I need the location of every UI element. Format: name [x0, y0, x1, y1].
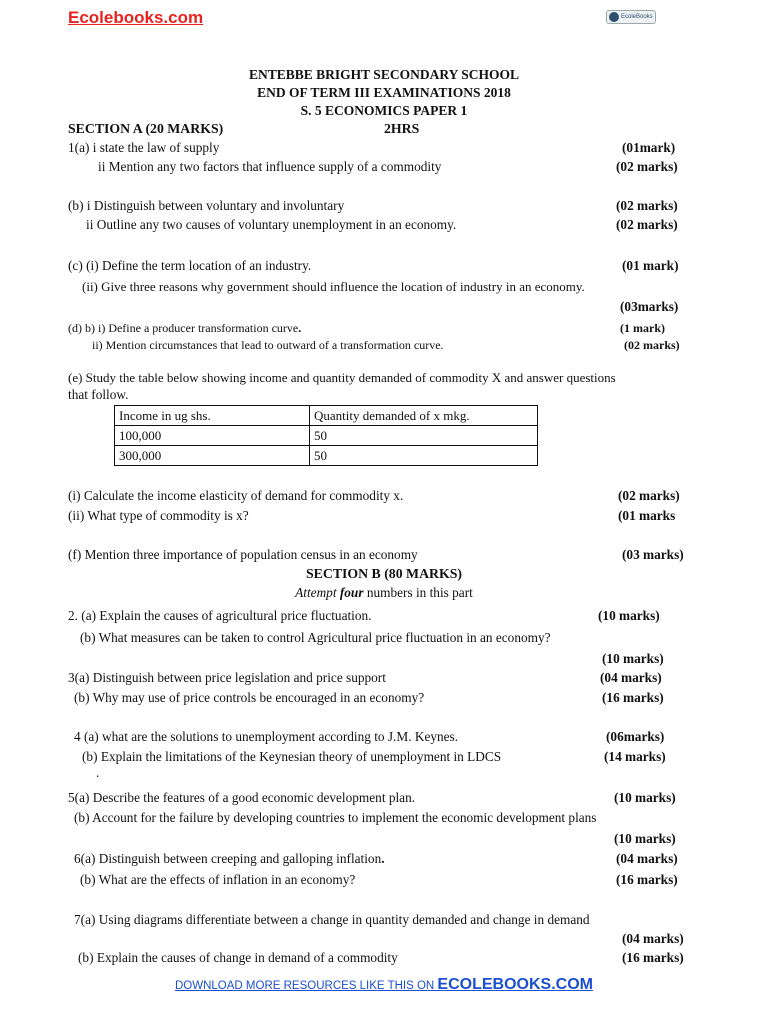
- q7b: (b) Explain the causes of change in demand of a commodity: [78, 950, 398, 965]
- paper-title: S. 5 ECONOMICS PAPER 1: [300, 103, 468, 118]
- school-name: ENTEBBE BRIGHT SECONDARY SCHOOL: [249, 67, 519, 82]
- q1e-i: (i) Calculate the income elasticity of demand for commodity x.: [68, 488, 404, 503]
- table-row: [115, 446, 538, 466]
- q1a-ii-marks: (02 marks): [616, 159, 678, 174]
- section-b-instruction: [0, 584, 768, 602]
- q1f-marks: (03 marks): [622, 547, 684, 562]
- q3b: (b) Why may use of price controls be encouraged in an economy?: [74, 690, 425, 705]
- q1b-i-marks: (02 marks): [616, 198, 678, 213]
- instr-bold: four: [339, 585, 364, 600]
- q1b-i: (b) i Distinguish between voluntary and involuntary: [68, 198, 345, 213]
- q1d-i-marks: (1 mark): [620, 321, 665, 335]
- q6b-marks: (16 marks): [616, 872, 678, 887]
- table-header-row: [115, 406, 538, 426]
- logo-text: EcoleBooks: [621, 14, 653, 20]
- instr-pre: Attempt: [295, 585, 340, 600]
- q6a-text: 6(a) Distinguish between creeping and galloping inflation: [74, 851, 382, 866]
- instr-post: numbers in this part: [363, 585, 473, 600]
- q1d-i: [68, 319, 301, 337]
- ecolebooks-logo: [606, 10, 656, 24]
- q1e-ii-marks: (01 marks: [618, 508, 676, 523]
- table-row: [115, 426, 538, 446]
- q6a-marks: (04 marks): [616, 851, 678, 866]
- q2b-marks: (10 marks): [602, 651, 664, 666]
- q1c-i: (c) (i) Define the term location of an industry.: [68, 258, 312, 273]
- q1c-ii-marks: (03marks): [620, 299, 679, 314]
- exam-title: END OF TERM III EXAMINATIONS 2018: [257, 85, 511, 100]
- q4b: (b) Explain the limitations of the Keynesian theory of unemployment in LDCS: [82, 749, 502, 764]
- q1a-i-marks: (01mark): [622, 140, 676, 155]
- q1e-i-marks: (02 marks): [618, 488, 680, 503]
- site-link[interactable]: Ecolebooks.com: [68, 8, 204, 27]
- logo-icon: [609, 12, 619, 22]
- q1d-i-dot: .: [298, 321, 302, 335]
- q7a: 7(a) Using diagrams differentiate between a change in quantity demanded and change in demand: [74, 912, 590, 927]
- q1b-ii-marks: (02 marks): [616, 217, 678, 232]
- q7b-marks: (16 marks): [622, 950, 684, 965]
- q4a-marks: (06marks): [606, 729, 665, 744]
- footer-site[interactable]: ECOLEBOOKS.COM: [437, 976, 593, 993]
- q2a-marks: (10 marks): [598, 608, 660, 623]
- q1d-i-text: (d) b) i) Define a producer transformation curve: [68, 321, 299, 335]
- q1b-ii: ii Outline any two causes of voluntary unemployment in an economy.: [86, 217, 457, 232]
- download-footer-link[interactable]: [0, 976, 768, 994]
- section-a-title: SECTION A (20 MARKS): [68, 121, 224, 136]
- q6a-dot: .: [381, 851, 385, 866]
- q2b: (b) What measures can be taken to control Agricultural price fluctuation in an economy?: [80, 630, 551, 645]
- q1e-line2: that follow.: [68, 387, 129, 402]
- q1e-ii: (ii) What type of commodity is x?: [68, 508, 249, 523]
- q1d-ii-marks: (02 marks): [624, 338, 680, 352]
- table-header-quantity: Quantity demanded of x mkg.: [310, 406, 538, 426]
- q4-dot: .: [96, 765, 100, 780]
- footer-text[interactable]: DOWNLOAD MORE RESOURCES LIKE THIS ON: [175, 980, 438, 992]
- q3b-marks: (16 marks): [602, 690, 664, 705]
- q5b-marks: (10 marks): [614, 831, 676, 846]
- q5a: 5(a) Describe the features of a good economic development plan.: [68, 790, 416, 805]
- q6b: (b) What are the effects of inflation in an economy?: [80, 872, 356, 887]
- q5a-marks: (10 marks): [614, 790, 676, 805]
- q3a-marks: (04 marks): [600, 670, 662, 685]
- q1c-ii: (ii) Give three reasons why government should influence the location of industry in an economy.: [82, 279, 585, 294]
- q1d-ii: ii) Mention circumstances that lead to outward of a transformation curve.: [92, 338, 444, 352]
- q3a: 3(a) Distinguish between price legislation and price support: [68, 670, 386, 685]
- q6a: [74, 850, 385, 868]
- table-cell: 50: [310, 446, 538, 466]
- q1a-i: 1(a) i state the law of supply: [68, 140, 220, 155]
- q4a: 4 (a) what are the solutions to unemployment according to J.M. Keynes.: [74, 729, 459, 744]
- table-header-income: Income in ug shs.: [115, 406, 310, 426]
- table-cell: 100,000: [115, 426, 310, 446]
- q4b-marks: (14 marks): [604, 749, 666, 764]
- income-quantity-table: [114, 405, 538, 466]
- q1f: (f) Mention three importance of population census in an economy: [68, 547, 418, 562]
- section-b-title: SECTION B (80 MARKS): [306, 566, 462, 581]
- duration: 2HRS: [384, 121, 420, 136]
- table-cell: 50: [310, 426, 538, 446]
- q1a-ii: ii Mention any two factors that influence supply of a commodity: [98, 159, 442, 174]
- q2a: 2. (a) Explain the causes of agricultural price fluctuation.: [68, 608, 372, 623]
- q1e-line1: (e) Study the table below showing income and quantity demanded of commodity X and answer questions: [68, 370, 616, 385]
- table-cell: 300,000: [115, 446, 310, 466]
- q1c-i-marks: (01 mark): [622, 258, 679, 273]
- q5b: (b) Account for the failure by developing countries to implement the economic development plans: [74, 810, 597, 825]
- q7a-marks: (04 marks): [622, 931, 684, 946]
